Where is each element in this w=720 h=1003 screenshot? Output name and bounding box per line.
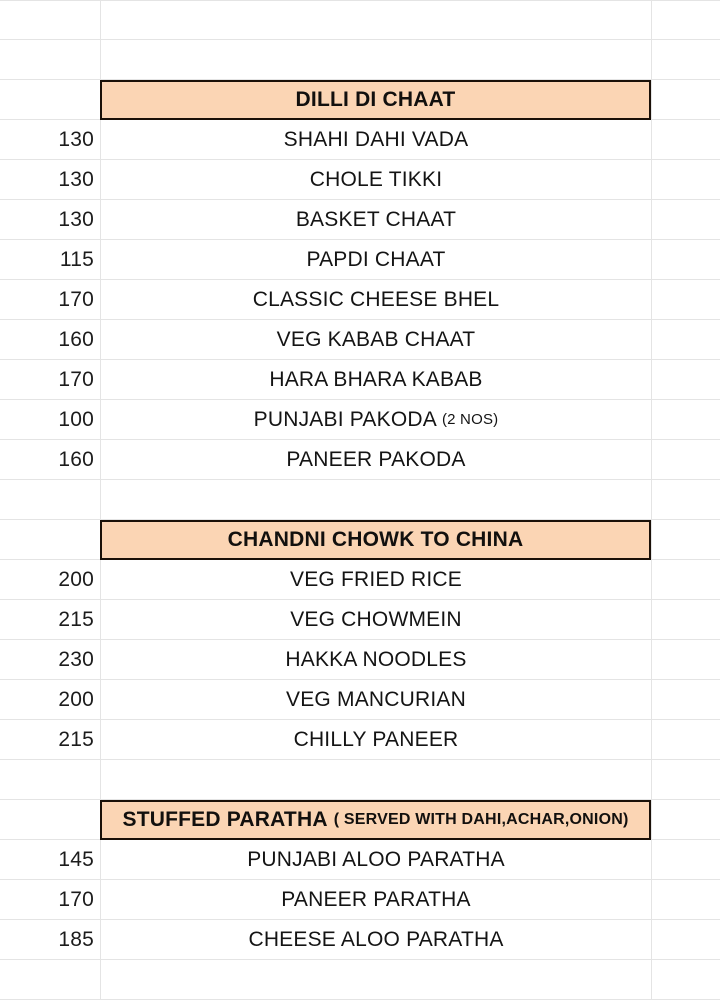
menu-item-row[interactable] <box>0 920 720 960</box>
menu-item-row[interactable] <box>0 400 720 440</box>
price-cell <box>0 960 100 999</box>
price-cell: 170 <box>58 287 94 311</box>
menu-item-row[interactable] <box>0 600 720 640</box>
trailing-empty-cell <box>651 520 720 560</box>
item-name-text: HAKKA NOODLES <box>285 647 467 671</box>
item-name-cell <box>100 200 651 239</box>
trailing-empty-cell <box>651 320 720 359</box>
item-name-text: CLASSIC CHEESE BHEL <box>252 287 500 311</box>
menu-item-row[interactable] <box>0 880 720 920</box>
item-name-cell <box>100 720 651 759</box>
item-name-cell <box>100 920 651 959</box>
section-title-cell <box>100 80 651 120</box>
item-note-text: (2 NOS) <box>441 411 499 428</box>
price-cell: 200 <box>58 687 94 711</box>
item-name-cell <box>100 40 651 79</box>
trailing-empty-cell <box>651 360 720 399</box>
trailing-empty-cell <box>651 1 720 39</box>
item-name-cell <box>100 640 651 679</box>
price-cell: 115 <box>59 247 94 271</box>
price-cell: 170 <box>58 367 94 391</box>
price-cell: 130 <box>58 127 94 151</box>
item-name-text: CHEESE ALOO PARATHA <box>248 927 504 951</box>
menu-item-row[interactable] <box>0 560 720 600</box>
menu-item-row[interactable] <box>0 280 720 320</box>
price-cell: 215 <box>58 727 94 751</box>
menu-item-row[interactable] <box>0 720 720 760</box>
price-cell <box>0 520 100 560</box>
item-name-cell <box>100 160 651 199</box>
section-title-cell <box>100 520 651 560</box>
trailing-empty-cell <box>651 200 720 239</box>
item-name-cell <box>100 360 651 399</box>
section-header-row[interactable] <box>0 800 720 840</box>
item-name-cell <box>100 960 651 999</box>
trailing-empty-cell <box>651 640 720 679</box>
item-name-cell <box>100 840 651 879</box>
item-name-text: PUNJABI ALOO PARATHA <box>247 847 505 871</box>
trailing-empty-cell <box>651 600 720 639</box>
price-cell: 200 <box>58 567 94 591</box>
price-cell <box>0 760 100 799</box>
trailing-empty-cell <box>651 440 720 479</box>
menu-item-row[interactable] <box>0 360 720 400</box>
price-cell <box>0 40 100 79</box>
trailing-empty-cell <box>651 920 720 959</box>
menu-item-row[interactable] <box>0 640 720 680</box>
item-name-cell <box>100 680 651 719</box>
spacer-row <box>0 960 720 1000</box>
item-name-text: PANEER PARATHA <box>281 887 471 911</box>
item-name-text: VEG KABAB CHAAT <box>276 327 476 351</box>
price-cell <box>0 480 100 519</box>
trailing-empty-cell <box>651 760 720 799</box>
price-cell: 160 <box>58 327 94 351</box>
item-name-text: PANEER PAKODA <box>286 447 466 471</box>
item-name-cell <box>100 120 651 159</box>
item-name-text: HARA BHARA KABAB <box>269 367 483 391</box>
item-name-cell <box>100 480 651 519</box>
section-title-text: DILLI DI CHAAT <box>295 88 456 111</box>
menu-item-row[interactable] <box>0 240 720 280</box>
menu-item-row[interactable] <box>0 120 720 160</box>
spacer-row <box>0 40 720 80</box>
trailing-empty-cell <box>651 800 720 840</box>
item-name-cell <box>100 760 651 799</box>
price-cell: 170 <box>58 887 94 911</box>
item-name-cell <box>100 560 651 599</box>
trailing-empty-cell <box>651 160 720 199</box>
section-title-text: CHANDNI CHOWK TO CHINA <box>227 528 524 551</box>
trailing-empty-cell <box>651 120 720 159</box>
trailing-empty-cell <box>651 840 720 879</box>
item-name-cell <box>100 320 651 359</box>
trailing-empty-cell <box>651 560 720 599</box>
price-cell <box>0 800 100 840</box>
trailing-empty-cell <box>651 240 720 279</box>
menu-item-row[interactable] <box>0 680 720 720</box>
section-title-text: STUFFED PARATHA <box>122 808 328 831</box>
spacer-row <box>0 480 720 520</box>
trailing-empty-cell <box>651 40 720 79</box>
trailing-empty-cell <box>651 480 720 519</box>
spacer-row <box>0 0 720 40</box>
item-name-cell <box>100 240 651 279</box>
price-cell: 215 <box>58 607 94 631</box>
item-name-text: CHILLY PANEER <box>293 727 459 751</box>
menu-item-row[interactable] <box>0 160 720 200</box>
trailing-empty-cell <box>651 400 720 439</box>
item-name-cell <box>100 440 651 479</box>
item-name-cell <box>100 400 651 439</box>
price-cell <box>0 80 100 120</box>
section-title-cell <box>100 800 651 840</box>
section-subtitle-text: ( SERVED WITH DAHI,ACHAR,ONION) <box>333 811 629 828</box>
price-cell: 160 <box>58 447 94 471</box>
price-cell: 145 <box>58 847 94 871</box>
item-name-cell <box>100 280 651 319</box>
price-cell: 130 <box>58 207 94 231</box>
menu-item-row[interactable] <box>0 200 720 240</box>
trailing-empty-cell <box>651 880 720 919</box>
item-name-text: VEG MANCURIAN <box>286 687 466 711</box>
trailing-empty-cell <box>651 80 720 120</box>
section-header-row[interactable] <box>0 520 720 560</box>
trailing-empty-cell <box>651 680 720 719</box>
trailing-empty-cell <box>651 960 720 999</box>
item-name-cell <box>100 880 651 919</box>
trailing-empty-cell <box>651 720 720 759</box>
menu-item-row[interactable] <box>0 440 720 480</box>
item-name-text: CHOLE TIKKI <box>309 167 443 191</box>
price-cell: 230 <box>58 647 94 671</box>
price-cell: 130 <box>58 167 94 191</box>
item-name-text: VEG CHOWMEIN <box>290 607 462 631</box>
item-name-text: VEG FRIED RICE <box>290 567 462 591</box>
item-name-text: PAPDI CHAAT <box>306 247 446 271</box>
item-name-text: BASKET CHAAT <box>295 207 457 231</box>
price-cell: 185 <box>58 927 94 951</box>
item-name-cell <box>100 1 651 39</box>
trailing-empty-cell <box>651 280 720 319</box>
menu-item-row[interactable] <box>0 320 720 360</box>
price-cell <box>0 1 100 39</box>
price-cell: 100 <box>58 407 94 431</box>
item-name-text: PUNJABI PAKODA <box>253 407 437 431</box>
item-name-text: SHAHI DAHI VADA <box>283 127 469 151</box>
item-name-cell <box>100 600 651 639</box>
menu-item-row[interactable] <box>0 840 720 880</box>
section-header-row[interactable] <box>0 80 720 120</box>
spacer-row <box>0 760 720 800</box>
